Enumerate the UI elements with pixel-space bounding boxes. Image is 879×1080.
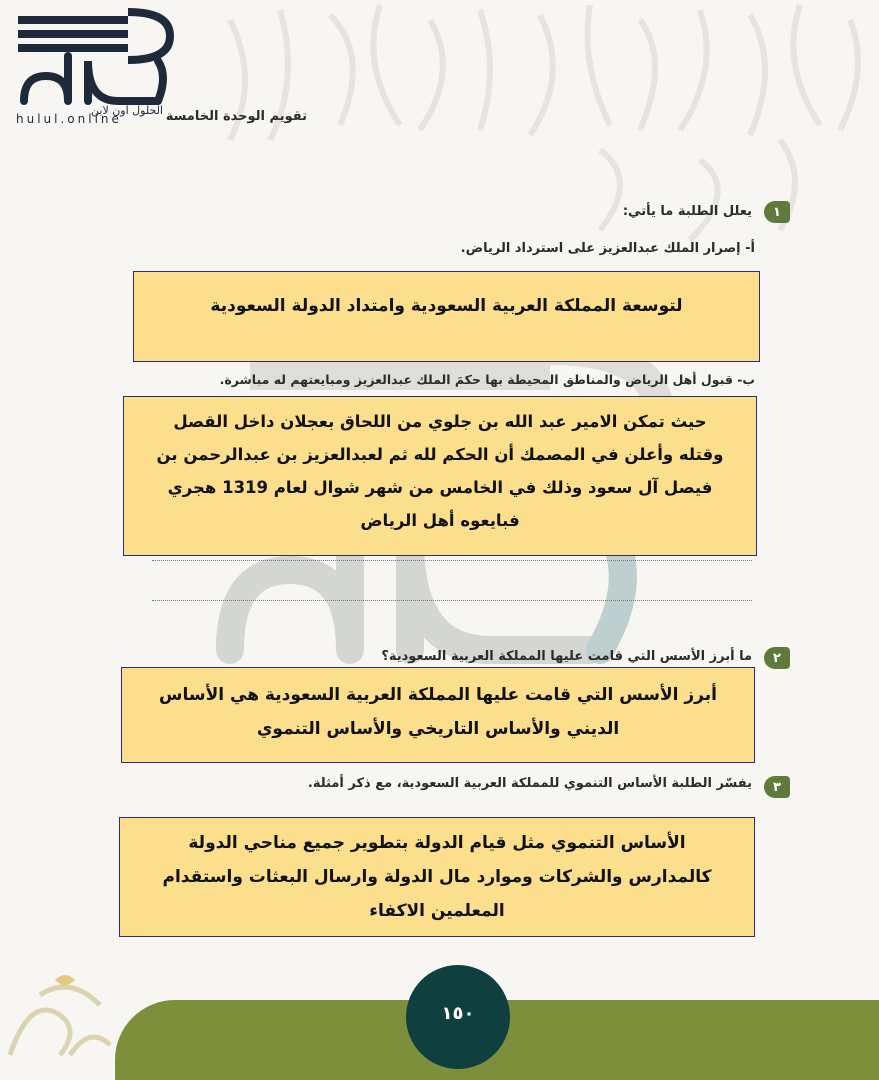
question-1a-prompt: أ- إصرار الملك عبدالعزيز على استرداد الرياض. (460, 241, 755, 256)
logo-sub-ar: الحلول أون لاين (91, 104, 163, 117)
answer-3-line: الأساس التنموي مثل قيام الدولة بتطوير جميع مناحي الدولة (188, 833, 686, 853)
question-badge-1: ١ (764, 201, 790, 223)
answer-dotted-line (152, 600, 752, 601)
answer-1a-text: لتوسعة المملكة العربية السعودية وامتداد الدولة السعودية (210, 296, 683, 316)
answer-dotted-line (152, 560, 752, 561)
answer-1b-line: فيصل آل سعود وذلك في الخامس من شهر شوال لعام 1319 هجري (167, 478, 713, 497)
answer-3-line: المعلمين الاكفاء (369, 901, 505, 921)
question-3-prompt: يفسّر الطلبة الأساس التنموي للمملكة العربية السعودية، مع ذكر أمثلة. (307, 776, 752, 791)
answer-1b-line: فبايعوه أهل الرياض (360, 511, 520, 530)
question-1-prompt: يعلل الطلبة ما يأتي: (622, 204, 752, 219)
answer-box-2 (121, 667, 755, 763)
question-2-prompt: ما أبرز الأسس التي قامت عليها المملكة العربية السعودية؟ (381, 649, 752, 664)
answer-box-1a (133, 271, 760, 362)
answer-2-line: الديني والأساس التاريخي والأساس التنموي (256, 719, 620, 739)
question-1b-prompt: ب- قبول أهل الرياض والمناطق المحيطة بها حكمَ الملك عبدالعزيز ومبايعتهم له مباشرة. (219, 372, 755, 387)
unit-title: تقويم الوحدة الخامسة (165, 109, 307, 124)
footer-ornament (0, 965, 115, 1063)
answer-box-3 (119, 817, 755, 937)
answer-1b-line: حيث تمكن الامير عبد الله بن جلوي من اللحاق بعجلان داخل القصل (173, 412, 707, 431)
question-badge-3: ٣ (764, 776, 790, 798)
answer-3-line: كالمدارس والشركات وموارد مال الدولة وارسال البعثات واستقدام (162, 867, 712, 887)
answer-2-line: أبرز الأسس التي قامت عليها المملكة العربية السعودية هي الأساس (159, 685, 717, 705)
answer-1b-line: وقتله وأعلن في المصمك أن الحكم لله ثم لعبدالعزيز بن عبدالرحمن بن (156, 445, 724, 464)
answer-box-1b (123, 396, 757, 556)
page-number: ١٥٠ (406, 965, 510, 1069)
logo-sub-en: hulul.online (16, 112, 122, 126)
question-badge-2: ٢ (764, 647, 790, 669)
